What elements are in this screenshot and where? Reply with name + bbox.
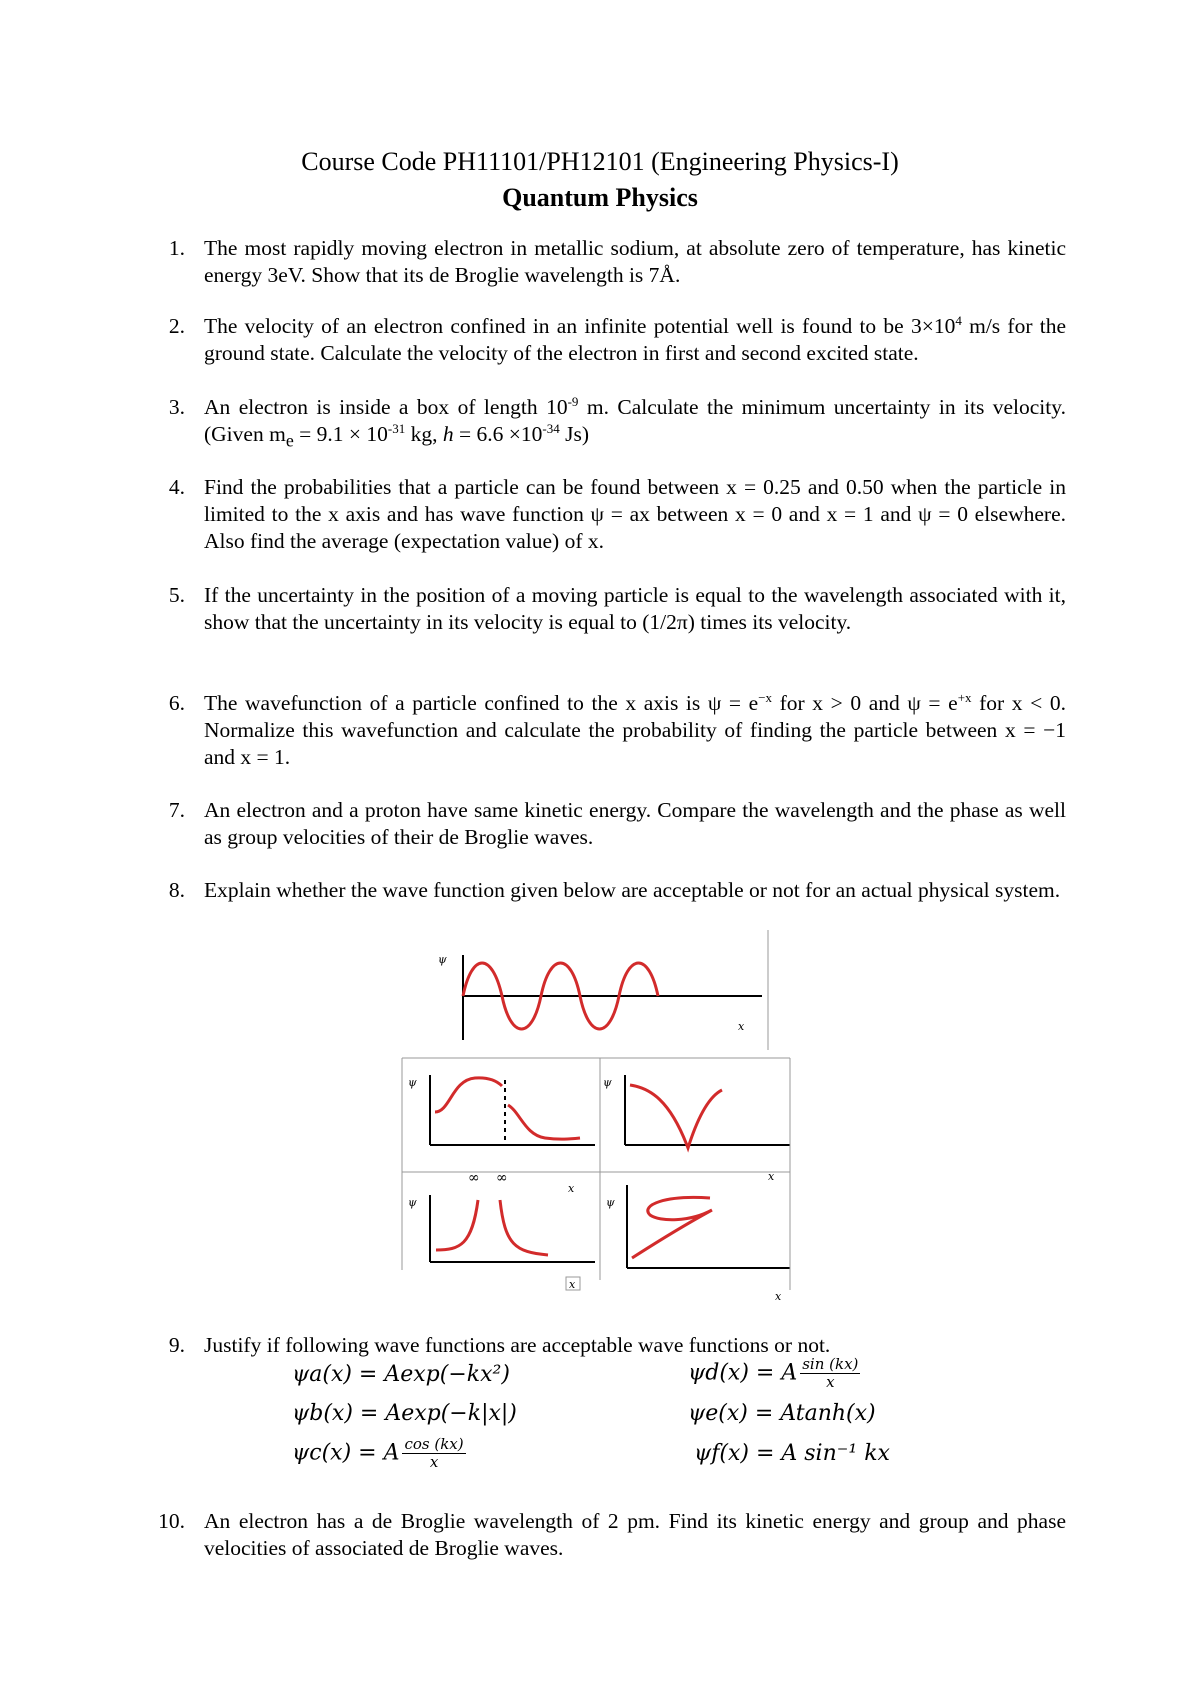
question-text: If the uncertainty in the position of a moving particle is equal to the wavelength associated with it, show that the uncertainty in its velocity is equal to (1/2π) times its velocity.	[204, 583, 1066, 634]
course-code-heading: Course Code PH11101/PH12101 (Engineering Physics-I)	[301, 147, 899, 176]
question-text: Find the probabilities that a particle can be found between x = 0.25 and 0.50 when the particle in limited to the x axis and has wave function ψ = ax between x = 0 and x = 1 and ψ = 0 elsewhere. Also find the average (expectation value) of x.	[204, 475, 1066, 553]
equation-a: ψa(x) = Aexp(−kx²)	[292, 1362, 510, 1387]
question-text: The wavefunction of a particle confined to the x axis is $\psi = e^{-x}$ for x > 0 and $\psi = e^{+x}$ for x < 0. Normalize this wavefunction and calculate the probability of finding the particle between x = −1 and x = 1.	[204, 689, 1066, 769]
infinity-symbol: ∞	[496, 1170, 508, 1186]
equation-d-fraction	[800, 1356, 860, 1391]
equation-d-numerator: sin (kx)	[802, 1355, 859, 1373]
diverging-curve	[436, 1200, 548, 1255]
question-text: The most rapidly moving electron in metallic sodium, at absolute zero of temperature, has kinetic energy 3eV. Show that its de Broglie wavelength is 7Å.	[204, 236, 1066, 287]
psi-label: ψ	[408, 1076, 417, 1089]
question-number: 7.	[168, 798, 185, 822]
page-title: Quantum Physics	[502, 183, 698, 212]
cusp-curve	[630, 1085, 722, 1148]
question-number: 5.	[168, 583, 185, 607]
equation-d-denominator: x	[826, 1373, 835, 1391]
equation-d	[688, 1356, 860, 1391]
question-number: 2.	[168, 314, 185, 338]
question-number: 9.	[168, 1333, 185, 1357]
x-label: x	[738, 1020, 745, 1033]
equation-c	[292, 1436, 466, 1471]
psi-label: ψ	[606, 1196, 615, 1209]
question-number: 8.	[168, 878, 185, 902]
infinity-symbol: ∞	[468, 1170, 480, 1186]
question-text: An electron and a proton have same kinetic energy. Compare the wavelength and the phase as well as group velocities of their de Broglie waves.	[204, 798, 1066, 849]
x-label: x	[775, 1290, 782, 1303]
equation-c-numerator: cos (kx)	[404, 1435, 464, 1453]
question-number: 4.	[168, 475, 185, 499]
psi-label: ψ	[408, 1196, 417, 1209]
question-text: The velocity of an electron confined in an infinite potential well is found to be $3\times 10^4$ m/s for the ground state. Calculate the velocity of the electron in first and second excited state.	[204, 312, 1066, 365]
question-number: 3.	[168, 395, 185, 419]
question-number: 1.	[168, 236, 185, 260]
x-label: x	[569, 1278, 576, 1291]
equation-b: ψb(x) = Aexp(−k|x|)	[292, 1401, 517, 1426]
equation-c-denominator: x	[429, 1453, 439, 1471]
x-label: x	[768, 1170, 775, 1183]
equation-d-lhs: ψd(x) = A	[688, 1360, 798, 1386]
psi-label: ψ	[438, 953, 447, 966]
question-text: Explain whether the wave function given below are acceptable or not for an actual physical system.	[204, 878, 1061, 902]
equation-c-lhs: ψc(x) = A	[292, 1440, 400, 1466]
question-number: 10.	[158, 1509, 185, 1533]
equation-e: ψe(x) = Atanh(x)	[688, 1401, 876, 1426]
question-number: 6.	[168, 691, 185, 715]
multivalued-curve	[632, 1197, 712, 1258]
discontinuous-curve	[435, 1078, 580, 1139]
question-text: An electron has a de Broglie wavelength of 2 pm. Find its kinetic energy and group and phase velocities of associated de Broglie waves.	[204, 1509, 1066, 1560]
psi-label: ψ	[603, 1076, 612, 1089]
equation-c-fraction	[402, 1436, 465, 1471]
x-label: x	[568, 1182, 575, 1195]
equation-f: ψf(x) = A sin⁻¹ kx	[694, 1441, 890, 1466]
question-text: An electron is inside a box of length $10^{-9}$ m. Calculate the minimum uncertainty in its velocity. (Given $m_e = 9.1 \times 10^{-31}$ kg, $h = 6.6 \times 10^{-34}$ Js)	[204, 393, 1066, 451]
question-text: Justify if following wave functions are acceptable wave functions or not.	[204, 1333, 831, 1357]
